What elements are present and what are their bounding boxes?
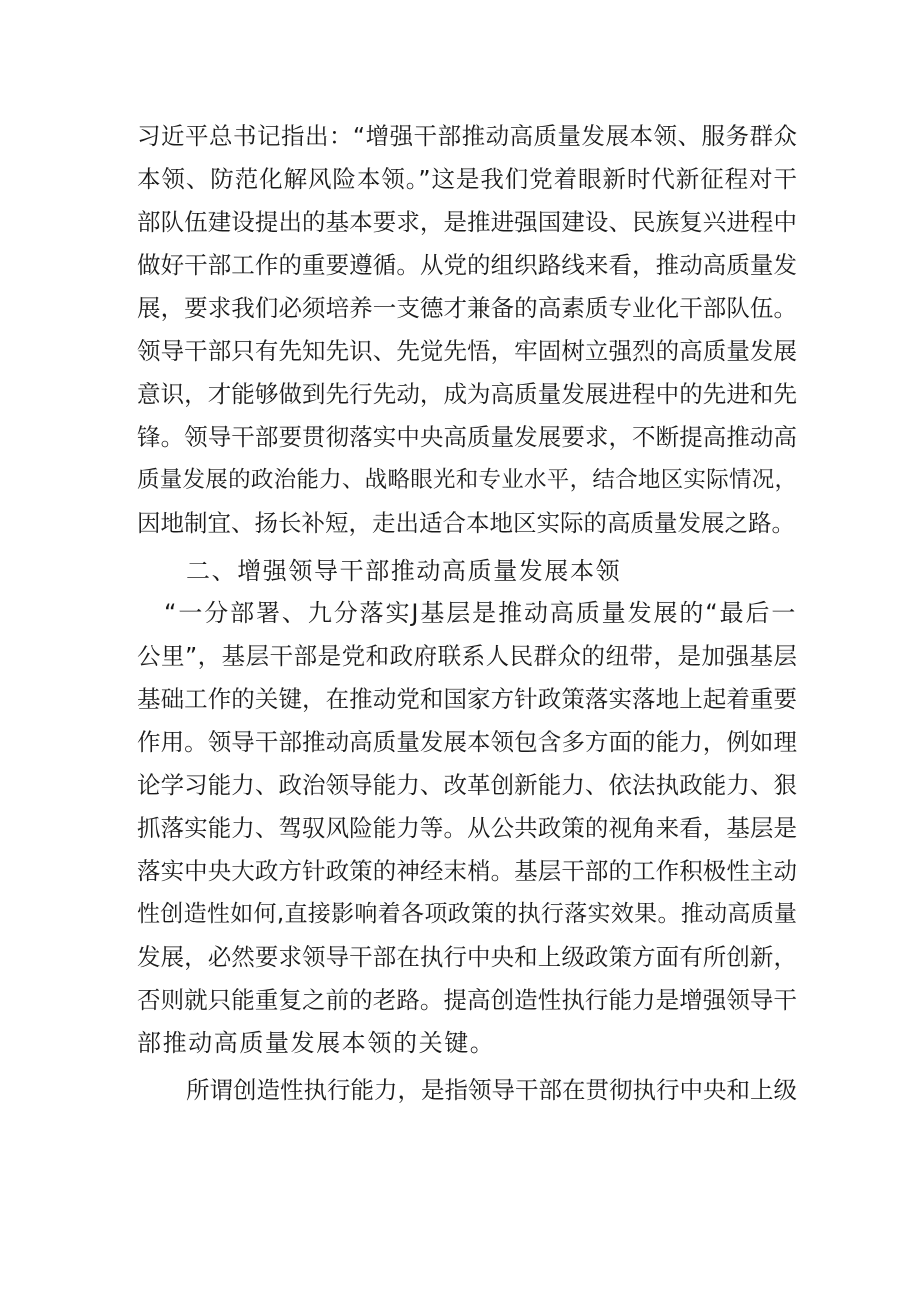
paragraph-line: 锋。领导干部要贯彻落实中央高质量发展要求，不断提高推动高 bbox=[137, 423, 797, 451]
paragraph-line: 展，要求我们必须培养一支德才兼备的高素质专业化干部队伍。 bbox=[137, 294, 797, 322]
paragraph-line: 抓落实能力、驾驭风险能力等。从公共政策的视角来看，基层是 bbox=[137, 814, 797, 842]
paragraph-line: 落实中央大政方针政策的神经末梢。基层干部的工作积极性主动 bbox=[137, 857, 797, 885]
paragraph-line: 意识，才能够做到先行先动，成为高质量发展进程中的先进和先 bbox=[137, 380, 797, 408]
paragraph-line: “一分部署、九分落实J基层是推动高质量发展的“最后一 bbox=[164, 599, 797, 627]
paragraph-line: 所谓创造性执行能力，是指领导干部在贯彻执行中央和上级 bbox=[186, 1076, 797, 1104]
paragraph-line: 性创造性如何,直接影响着各项政策的执行落实效果。推动高质量 bbox=[137, 901, 797, 927]
paragraph-line: 发展，必然要求领导干部在执行中央和上级政策方面有所创新， bbox=[137, 943, 797, 971]
section-heading: 二、增强领导干部推动高质量发展本领 bbox=[186, 557, 622, 585]
paragraph-line: 论学习能力、政治领导能力、改革创新能力、依法执政能力、狠 bbox=[137, 771, 797, 799]
paragraph-line: 质量发展的政治能力、战略眼光和专业水平，结合地区实际情况， bbox=[137, 467, 797, 493]
paragraph-line: 基础工作的关键，在推动党和国家方针政策落实落地上起着重要 bbox=[137, 685, 797, 713]
paragraph-line: 习近平总书记指出：“增强干部推动高质量发展本领、服务群众 bbox=[137, 122, 797, 150]
paragraph-line: 因地制宜、扬长补短，走出适合本地区实际的高质量发展之路。 bbox=[137, 509, 795, 537]
paragraph-line: 否则就只能重复之前的老路。提高创造性执行能力是增强领导干 bbox=[137, 986, 797, 1014]
paragraph-line: 做好干部工作的重要遵循。从党的组织路线来看，推动高质量发 bbox=[137, 251, 797, 279]
paragraph-line: 部队伍建设提出的基本要求，是推进强国建设、民族复兴进程中 bbox=[137, 208, 797, 236]
paragraph-line: 领导干部只有先知先识、先觉先悟，牢固树立强烈的高质量发展 bbox=[137, 337, 797, 365]
paragraph-line: 作用。领导干部推动高质量发展本领包含多方面的能力，例如理 bbox=[137, 728, 797, 756]
paragraph-line: 部推动高质量发展本领的关键。 bbox=[137, 1029, 496, 1057]
paragraph-line: 本领、防范化解风险本领。”这是我们党着眼新时代新征程对干 bbox=[137, 165, 797, 193]
paragraph-line: 公里”，基层干部是党和政府联系人民群众的纽带，是加强基层 bbox=[137, 642, 797, 670]
